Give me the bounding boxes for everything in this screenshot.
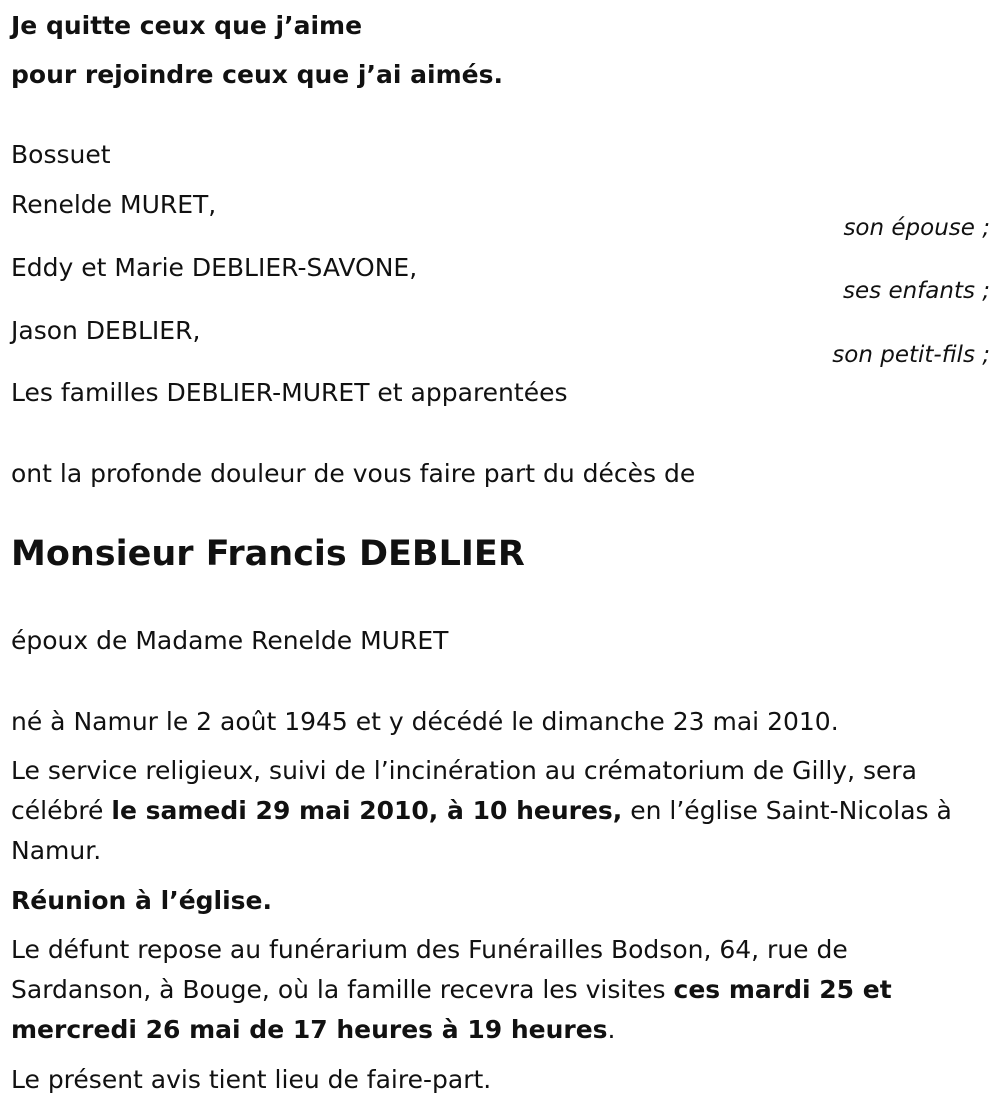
family-name-grandson: Jason DEBLIER, [11,316,201,345]
service-text-after: en l’église Saint-Nicolas à Namur. [11,796,952,865]
families-line: Les familles DEBLIER-MURET et apparentées [11,378,568,407]
service-text-before: Le service religieux, suivi de l’incinération au crématorium de Gilly, sera célébré [11,756,917,825]
meeting-note: Réunion à l’église. [11,886,273,915]
family-name-children: Eddy et Marie DEBLIER-SAVONE, [11,253,418,282]
deceased-name: Monsieur Francis DEBLIER [11,534,525,574]
visits-times-bold: ces mardi 25 et mercredi 26 mai de 17 heures à 19 heures [11,975,892,1044]
family-name-spouse: Renelde MURET, [11,190,217,219]
service-paragraph [11,751,986,871]
birth-death: né à Namur le 2 août 1945 et y décédé le dimanche 23 mai 2010. [11,707,839,736]
visits-text-before: Le défunt repose au funérarium des Funérailles Bodson, 64, rue de Sardanson, à Bouge, où la famille recevra les visites [11,935,848,1004]
visits-paragraph [11,930,986,1050]
location: Bossuet [11,140,111,169]
family-role-grandson: son petit-fils ; [832,342,990,368]
announcement: ont la profonde douleur de vous faire part du décès de [11,459,696,488]
service-date-bold: le samedi 29 mai 2010, à 10 heures, [111,796,623,825]
spouse-line: époux de Madame Renelde MURET [11,626,449,655]
closing-note: Le présent avis tient lieu de faire-part. [11,1065,492,1094]
quote-line-1: Je quitte ceux que j’aime [11,11,363,40]
family-role-children: ses enfants ; [843,278,990,304]
quote-line-2: pour rejoindre ceux que j’ai aimés. [11,60,503,89]
family-role-spouse: son épouse ; [843,215,990,241]
visits-text-after: . [607,1015,616,1044]
